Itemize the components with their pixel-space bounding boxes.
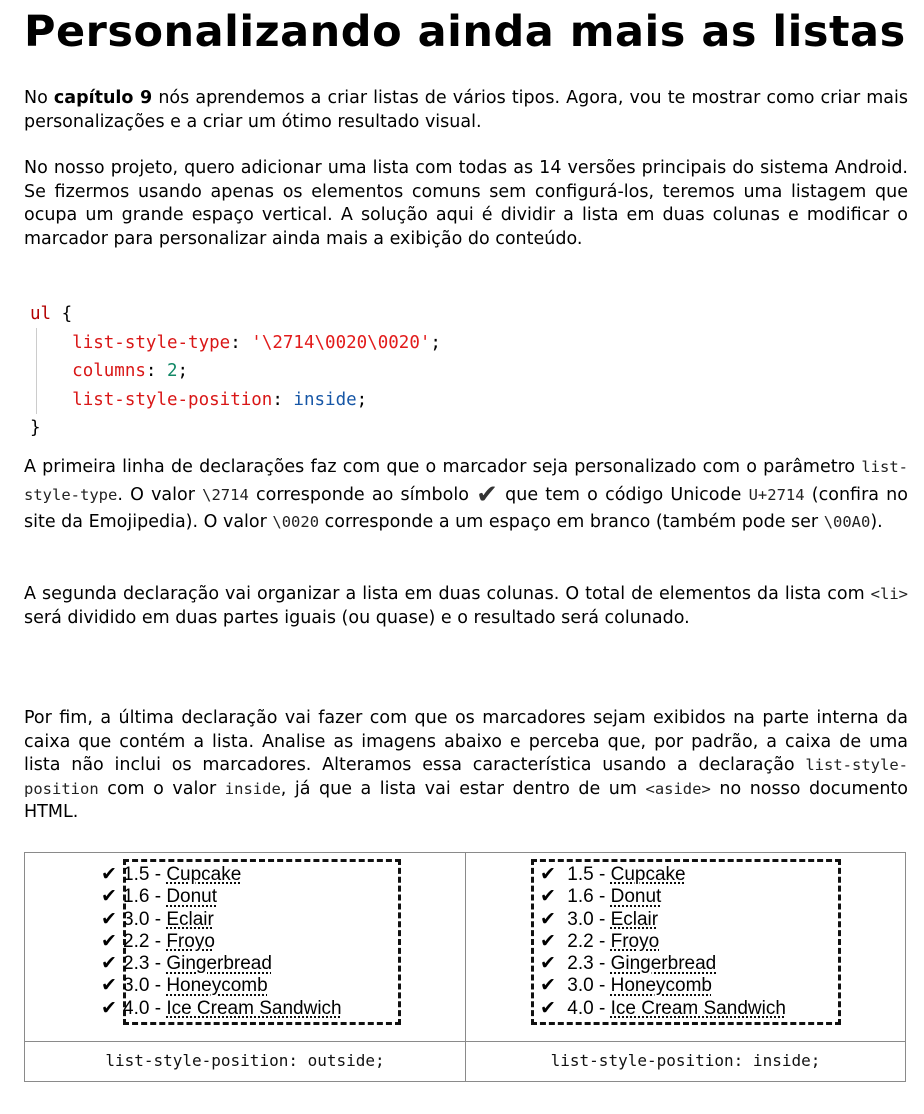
code-value: '\2714\0020\0020' xyxy=(251,332,431,353)
check-mark-icon: ✔ xyxy=(540,975,556,997)
check-mark-icon: ✔ xyxy=(540,997,556,1019)
list-item: ✔ 3.0 - Eclair xyxy=(101,908,214,930)
code-value: 2 xyxy=(167,361,178,381)
inline-code: list-style-position xyxy=(24,756,908,798)
list-link: Froyo xyxy=(166,930,215,952)
inline-code: \00A0 xyxy=(823,513,871,531)
check-mark-icon: ✔ xyxy=(101,953,117,975)
list-link: Donut xyxy=(610,886,662,908)
code-brace: { xyxy=(51,304,73,324)
code-property: list-style-type xyxy=(72,332,231,353)
inline-code: inside xyxy=(224,779,281,798)
code-selector: ul xyxy=(30,304,52,324)
indent-guide xyxy=(36,328,37,414)
list-item: ✔ 4.0 - Ice Cream Sandwich xyxy=(101,997,342,1019)
code-value: inside xyxy=(293,389,357,410)
inline-code: \0020 xyxy=(272,513,320,531)
list-link: Donut xyxy=(166,886,218,908)
list-link: Cupcake xyxy=(166,864,242,885)
list-link: Honeycomb xyxy=(610,975,712,997)
inline-code: <aside> xyxy=(645,779,711,798)
caption-outside: list-style-position: outside; xyxy=(105,1051,385,1070)
check-mark-icon: ✔ xyxy=(101,886,117,908)
list-inside xyxy=(540,864,786,1020)
list-item: ✔ 3.0 - Honeycomb xyxy=(540,975,712,997)
chapter-reference: capítulo 9 xyxy=(53,88,153,108)
list-item: ✔ 1.5 - Cupcake xyxy=(101,864,242,885)
list-item: ✔ 1.5 - Cupcake xyxy=(540,864,686,885)
list-link: Eclair xyxy=(610,908,659,930)
list-outside xyxy=(101,864,342,1020)
code-property: list-style-position xyxy=(72,389,273,410)
check-mark-icon: ✔ xyxy=(540,908,556,930)
list-item: ✔ 2.3 - Gingerbread xyxy=(101,953,272,975)
list-link: Ice Cream Sandwich xyxy=(610,997,786,1019)
inline-code: list-style-type xyxy=(24,458,908,504)
check-mark-icon: ✔ xyxy=(101,997,117,1019)
list-link: Cupcake xyxy=(610,864,686,885)
list-item: ✔ 2.2 - Froyo xyxy=(540,930,660,952)
list-link: Eclair xyxy=(166,908,214,930)
list-item: ✔ 4.0 - Ice Cream Sandwich xyxy=(540,997,786,1019)
check-mark-icon: ✔ xyxy=(540,930,556,952)
code-brace: } xyxy=(30,418,41,438)
inline-code: \2714 xyxy=(202,485,249,504)
check-mark-icon: ✔ xyxy=(540,886,556,908)
paragraph-declaration-2: A segunda declaração vai organizar a lista em duas colunas. O total de elementos da lista com <li> será dividido em duas partes iguais (ou quase) e o resultado será colunado. xyxy=(24,584,908,628)
code-property: columns xyxy=(72,361,146,381)
list-item: ✔ 2.3 - Gingerbread xyxy=(540,953,717,975)
list-item: ✔ 1.6 - Donut xyxy=(540,886,662,908)
check-mark-icon: ✔ xyxy=(476,479,498,510)
paragraph-project: No nosso projeto, quero adicionar uma lista com todas as 14 versões principais do sistema Android. Se fizermos usando apenas os elementos comuns sem configurá-los, teremos uma listagem que ocupa um grande espaço vertical. A solução aqui é dividir a lista em duas colunas e modificar o marcador para personalizar ainda mais a exibição do conteúdo. xyxy=(24,158,908,249)
text: No xyxy=(24,88,54,108)
list-link: Gingerbread xyxy=(166,953,272,975)
comparison-figure xyxy=(24,852,906,1082)
text: nós aprendemos a criar listas de vários tipos. Agora, vou te mostrar como criar mais personalizações e a criar um ótimo resultado visual. xyxy=(24,88,908,132)
list-item: ✔ 3.0 - Eclair xyxy=(540,908,659,930)
list-link: Honeycomb xyxy=(166,975,268,997)
check-mark-icon: ✔ xyxy=(101,864,117,885)
inline-code: <li> xyxy=(870,585,908,603)
check-mark-icon: ✔ xyxy=(101,908,117,930)
caption-inside: list-style-position: inside; xyxy=(550,1051,821,1070)
list-item: ✔ 1.6 - Donut xyxy=(101,886,218,908)
check-mark-icon: ✔ xyxy=(540,864,556,885)
list-link: Ice Cream Sandwich xyxy=(166,997,342,1019)
check-mark-icon: ✔ xyxy=(101,930,117,952)
list-item: ✔ 2.2 - Froyo xyxy=(101,930,215,952)
check-mark-icon: ✔ xyxy=(101,975,117,997)
paragraph-declaration-1: A primeira linha de declarações faz com que o marcador seja personalizado com o parâmetro list-style-type. O valor \2714 corresponde ao símbolo ✔ que tem o código Unicode U+2714 (confira no site da Emojipedia). O valor \0020 corresponde a um espaço em branco (também pode ser \00A0). xyxy=(24,457,908,532)
inline-code: U+2714 xyxy=(748,485,805,504)
paragraph-intro xyxy=(24,87,908,134)
paragraph-declaration-3: Por fim, a última declaração vai fazer com que os marcadores sejam exibidos na parte interna da caixa que contém a lista. Analise as imagens abaixo e perceba que, por padrão, a caixa de uma lista não inclui os marcadores. Alteramos essa característica usando a declaração list-style-position com o valor inside, já que a lista vai estar dentro de um <aside> no nosso documento HTML. xyxy=(24,708,908,822)
page-title: Personalizando ainda mais as listas xyxy=(24,7,906,57)
list-item: ✔ 3.0 - Honeycomb xyxy=(101,975,268,997)
list-link: Froyo xyxy=(610,930,660,952)
list-link: Gingerbread xyxy=(610,953,717,975)
code-block: ul { list-style-type: '\2714\0020\0020'; columns: 2; list-style-position: inside; } xyxy=(30,304,441,438)
check-mark-icon: ✔ xyxy=(540,953,556,975)
